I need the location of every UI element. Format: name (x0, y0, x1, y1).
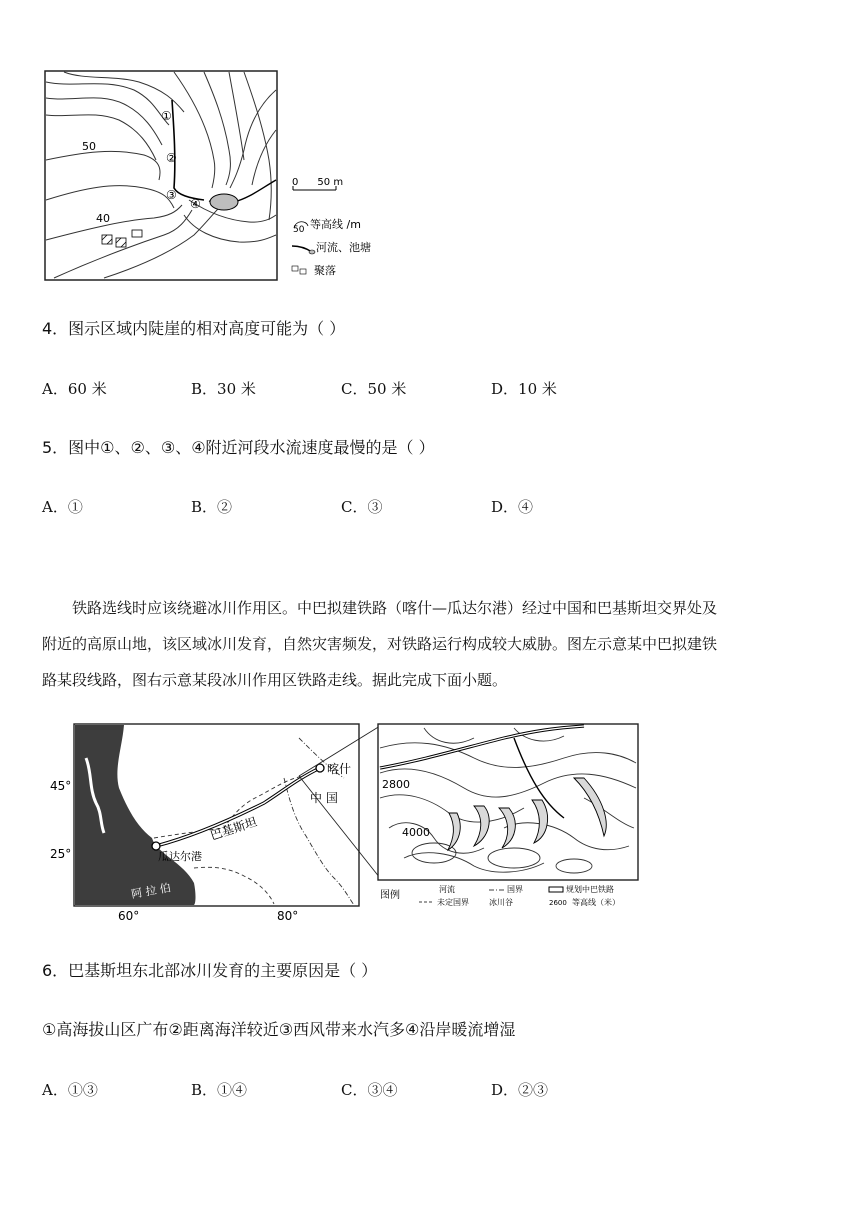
inset-contour-4000: 4000 (402, 826, 430, 839)
legend2-contour: 等高线（米） (572, 898, 620, 907)
railway-map-figure (44, 718, 644, 928)
inset-contour-2800: 2800 (382, 778, 410, 791)
arabian-sea-label: 阿 拉 伯 (130, 881, 172, 901)
legend2-contour-sample: 2600 (549, 899, 567, 907)
question-4-stem: 4．图示区域内陡崖的相对高度可能为（ ） (42, 319, 346, 338)
contour-map-figure (44, 70, 371, 282)
passage-line-3: 路某段线路，图右示意某段冰川作用区铁路走线。据此完成下面小题。 (42, 671, 508, 689)
marker-4: ④ (190, 197, 201, 211)
q5-option-d[interactable]: D．④ (491, 498, 534, 516)
lat-45-label: 45° (50, 779, 72, 793)
legend2-railway: 规划中巴铁路 (566, 885, 614, 894)
q4-option-a[interactable]: A．60 米 (42, 380, 107, 398)
gwadar-point (152, 842, 160, 850)
pakistan-label: 巴基斯坦 (208, 814, 259, 843)
legend-contour-sample: 50 (293, 225, 305, 235)
contour-map-frame (45, 71, 277, 280)
pond (210, 194, 238, 210)
question-6-stem: 6．巴基斯坦东北部冰川发育的主要原因是（ ） (42, 961, 378, 980)
legend2-river: 河流 (439, 885, 455, 894)
scale-label: 0 50 m (292, 177, 344, 188)
q5-option-b[interactable]: B．② (191, 498, 233, 516)
q6-statements: ①高海拔山区广布②距离海洋较近③西风带来水汽多④沿岸暖流增湿 (42, 1020, 516, 1039)
lon-80-label: 80° (277, 909, 299, 923)
marker-1: ① (161, 109, 172, 123)
lat-25-label: 25° (50, 847, 72, 861)
legend-contour: 等高线 /m (310, 218, 361, 231)
contour-label-50: 50 (82, 140, 96, 153)
map2-legend (380, 884, 620, 907)
marker-3: ③ (166, 188, 177, 202)
gwadar-label: 瓜达尔港 (158, 850, 202, 863)
q4-option-b[interactable]: B．30 米 (191, 380, 256, 398)
legend-river: 河流、池塘 (316, 241, 371, 254)
legend-settlement: 聚落 (314, 264, 336, 277)
railway-map-svg (44, 718, 644, 928)
q4-option-c[interactable]: C．50 米 (341, 380, 407, 398)
contour-map-svg (44, 70, 371, 282)
china-label: 中 国 (310, 791, 338, 805)
settlement-legend-icon (292, 266, 298, 271)
q6-option-d[interactable]: D．②③ (491, 1081, 549, 1099)
legend2-border: 国界 (507, 885, 523, 894)
question-5-stem: 5．图中①、②、③、④附近河段水流速度最慢的是（ ） (42, 438, 435, 457)
passage-line-1: 铁路选线时应该绕避冰川作用区。中巴拟建铁路（喀什—瓜达尔港）经过中国和巴基斯坦交界处及 (72, 599, 718, 617)
passage-line-2: 附近的高原山地，该区域冰川发育，自然灾害频发，对铁路运行构成较大威胁。图左示意某中巴拟建铁 (42, 635, 718, 653)
legend2-undetermined: 未定国界 (437, 898, 469, 907)
q5-option-c[interactable]: C．③ (341, 498, 383, 516)
q6-option-b[interactable]: B．①④ (191, 1081, 248, 1099)
q6-option-a[interactable]: A．①③ (42, 1081, 98, 1099)
q4-option-d[interactable]: D．10 米 (491, 380, 557, 398)
marker-2: ② (166, 151, 177, 165)
q5-option-a[interactable]: A．① (42, 498, 83, 516)
legend2-glacier: 冰川谷 (489, 898, 513, 907)
legend2-title: 图例 (380, 890, 400, 901)
contour-label-40: 40 (96, 212, 110, 225)
q6-option-c[interactable]: C．③④ (341, 1081, 398, 1099)
lon-60-label: 60° (118, 909, 140, 923)
kashgar-label: 喀什 (327, 762, 352, 776)
